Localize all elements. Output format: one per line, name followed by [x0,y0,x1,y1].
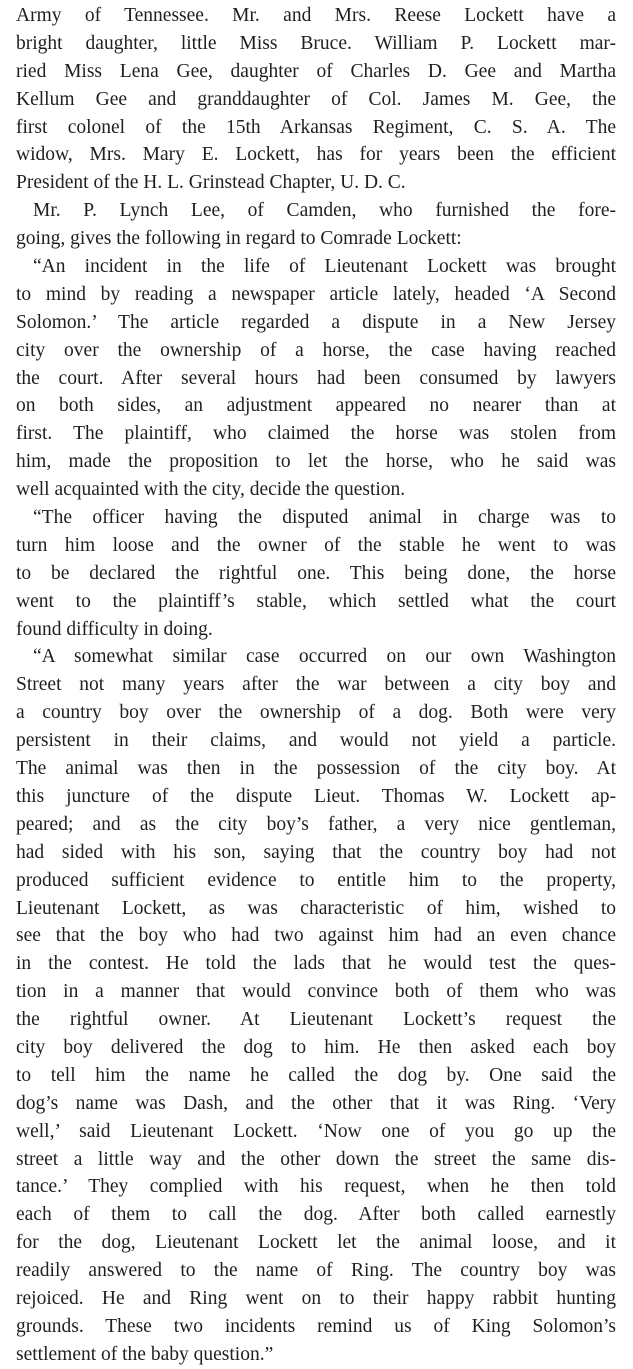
text-line: readily answered to the name of Ring. The country boy was [16,1260,616,1282]
text-line: peared; and as the city boy’s father, a very nice gentleman, [16,813,616,835]
text-line: bright daughter, little Miss Bruce. William P. Lockett mar- [16,32,616,54]
text-line: tance.’ They complied with his request, when he then told [16,1176,616,1198]
text-line: tion in a manner that would convince both of them who was [16,981,616,1003]
text-line: on both sides, an adjustment appeared no nearer than at [16,395,616,417]
text-line: widow, Mrs. Mary E. Lockett, has for years been the efficient [16,144,616,166]
document-page [16,2,616,1369]
text-line: this juncture of the dispute Lieut. Thomas W. Lockett ap- [16,785,616,807]
text-line: city over the ownership of a horse, the case having reached [16,339,616,361]
text-line: each of them to call the dog. After both called earnestly [16,1204,616,1226]
text-line: Lieutenant Lockett, as was characteristic of him, wished to [16,897,616,919]
text-line: him, made the proposition to let the horse, who he said was [16,451,616,473]
article-text [16,2,616,1369]
text-line: had sided with his son, saying that the country boy had not [16,841,616,863]
text-line: turn him loose and the owner of the stable he went to was [16,534,616,556]
text-line: the rightful owner. At Lieutenant Lockett’s request the [16,1009,616,1031]
text-line: to be declared the rightful one. This being done, the horse [16,562,616,584]
text-line: produced sufficient evidence to entitle him to the property, [16,869,616,891]
text-line: street a little way and the other down the street the same dis- [16,1148,616,1170]
text-line: The animal was then in the possession of the city boy. At [16,758,616,780]
text-line: went to the plaintiff’s stable, which settled what the court [16,590,616,612]
text-line: Kellum Gee and granddaughter of Col. James M. Gee, the [16,88,616,110]
text-line: first colonel of the 15th Arkansas Regiment, C. S. A. The [16,116,616,138]
text-line: for the dog, Lieutenant Lockett let the animal loose, and it [16,1232,616,1254]
text-line: rejoiced. He and Ring went on to their happy rabbit hunting [16,1287,616,1309]
text-line: well,’ said Lieutenant Lockett. ‘Now one of you go up the [16,1120,616,1142]
text-line: Street not many years after the war between a city boy and [16,674,616,696]
text-line: well acquainted with the city, decide the question. [16,479,406,501]
text-line: Army of Tennessee. Mr. and Mrs. Reese Lockett have a [16,5,616,26]
text-line: city boy delivered the dog to him. He then asked each boy [16,1036,616,1058]
text-line: President of the H. L. Grinstead Chapter, U. D. C. [16,172,406,194]
text-line: Mr. P. Lynch Lee, of Camden, who furnished the fore- [33,200,616,222]
text-line: found difficulty in doing. [16,618,213,640]
text-line: “The officer having the disputed animal in charge was to [33,507,616,529]
text-line: dog’s name was Dash, and the other that it was Ring. ‘Very [16,1092,616,1114]
text-line: the court. After several hours had been consumed by lawyers [16,367,616,389]
text-line: to mind by reading a newspaper article lately, headed ‘A Second [16,283,616,305]
text-line: see that the boy who had two against him had an even chance [16,925,616,947]
text-line: “A somewhat similar case occurred on our own Washington [33,646,616,668]
text-line: persistent in their claims, and would not yield a particle. [16,730,616,752]
text-line: a country boy over the ownership of a dog. Both were very [16,702,616,724]
text-line: grounds. These two incidents remind us of King Solomon’s [16,1315,616,1337]
text-line: ried Miss Lena Gee, daughter of Charles D. Gee and Martha [16,60,616,82]
text-line: going, gives the following in regard to Comrade Lockett: [16,228,462,250]
text-line: first. The plaintiff, who claimed the horse was stolen from [16,423,616,445]
text-line: “An incident in the life of Lieutenant Lockett was brought [33,256,616,278]
text-line: to tell him the name he called the dog by. One said the [16,1064,616,1086]
text-line: Solomon.’ The article regarded a dispute in a New Jersey [16,311,616,333]
text-line: in the contest. He told the lads that he would test the ques- [16,953,616,975]
text-line: settlement of the baby question.” [16,1343,274,1365]
